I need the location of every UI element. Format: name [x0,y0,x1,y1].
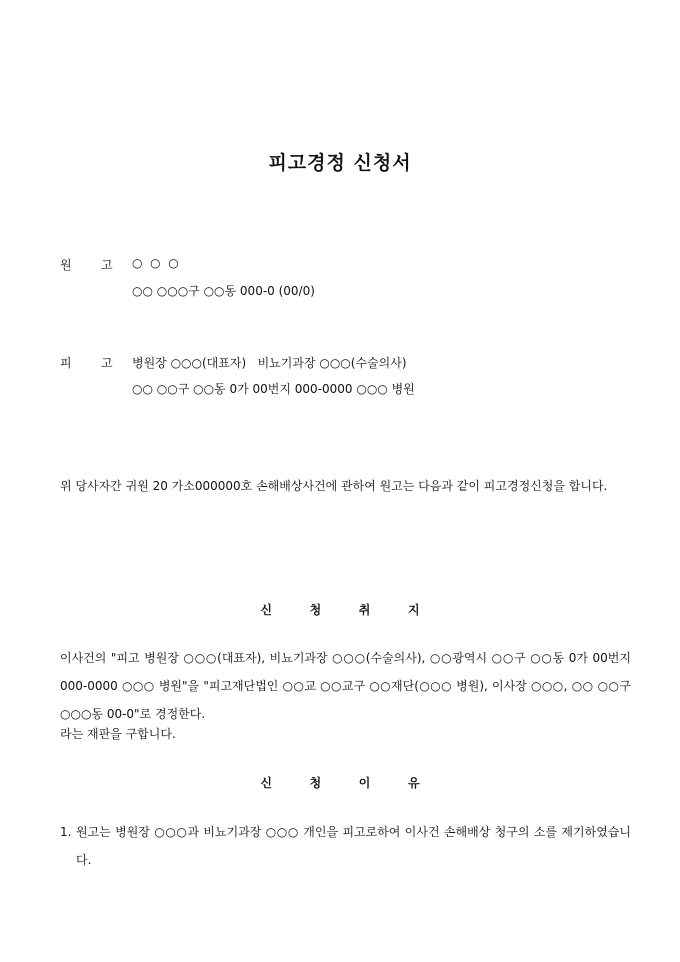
reasons-heading [0,774,680,791]
reason-item [60,818,631,874]
reasons-heading-char: 유 [407,776,420,790]
plaintiff-name: ○ ○ ○ [132,256,179,270]
reasons-heading-char: 이 [358,776,371,790]
intro-paragraph: 위 당사자간 귀원 20 가소000000호 손해배상사건에 관하여 원고는 다음과 같이 피고경정신청을 합니다. [60,479,608,493]
defendant-row [0,354,680,370]
defendant-name: 병원장 ○○○(대표자) 비뇨기과장 ○○○(수술의사) [132,356,407,370]
plaintiff-label-2: 고 [101,258,113,272]
reasons-heading-char: 청 [309,776,322,790]
purpose-heading-char: 신 [260,603,273,617]
document-title: 피고경정 신청서 [268,152,412,174]
defendant-address: ○○ ○○구 ○○동 0가 00번지 000-0000 ○○○ 병원 [132,382,415,396]
plaintiff-address: ○○ ○○○구 ○○동 000-0 (00/0) [132,284,315,298]
purpose-heading [0,601,680,618]
purpose-heading-char: 지 [407,603,420,617]
defendant-label-1: 피 [60,356,72,370]
defendant-label-2: 고 [101,356,113,370]
reason-item-number: 1. [60,825,72,839]
purpose-closing: 라는 재판을 구합니다. [60,727,176,741]
plaintiff-label-1: 원 [60,258,72,272]
purpose-heading-char: 청 [309,603,322,617]
reasons-heading-char: 신 [260,776,273,790]
reason-item-text: 원고는 병원장 ○○○과 비뇨기과장 ○○○ 개인을 피고로하여 이사건 손해배상 청구의 소를 제기하였습니다. [76,825,631,867]
plaintiff-row [0,256,680,272]
purpose-heading-char: 취 [358,603,371,617]
purpose-body: 이사건의 "피고 병원장 ○○○(대표자), 비뇨기과장 ○○○(수술의사), ○○광역시 ○○구 ○○동 0가 00번지 000-0000 ○○○ 병원"을 "피고재단법인 ○○교 ○○교구 ○○재단(○○○ 병원), 이사장 ○○○, ○○ ○○구 ○○○동 00-0"로 경정한다. [60,651,631,721]
